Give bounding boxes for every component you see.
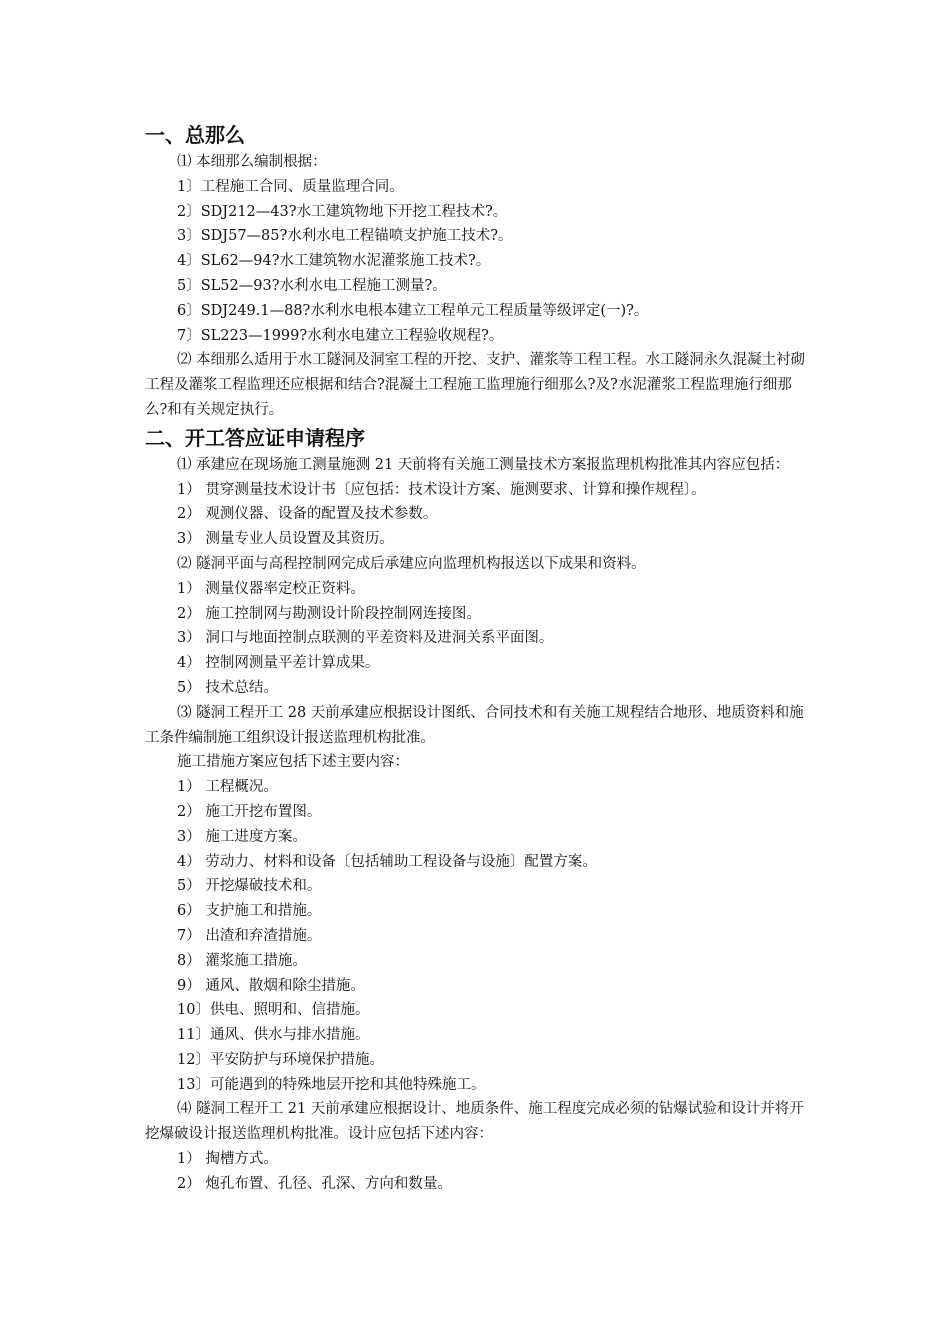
list-item: 8） 灌浆施工措施。 xyxy=(177,952,307,969)
list-item: 2） 施工控制网与勘测设计阶段控制网连接图。 xyxy=(177,605,481,622)
list-item: 4） 控制网测量平差计算成果。 xyxy=(177,655,380,672)
document-page xyxy=(145,120,810,1197)
list-item: 3〕SDJ57—85?水利水电工程锚喷支护施工技术?。 xyxy=(177,228,513,245)
list-item: 5） 开挖爆破技术和。 xyxy=(177,878,322,895)
section-2-paragraph-3b: 施工措施方案应包括下述主要内容： xyxy=(177,754,409,771)
section-2-heading: 二、开工答应证申请程序 xyxy=(145,425,365,450)
list-item: 4〕SL62—94?水工建筑物水泥灌浆施工技术?。 xyxy=(177,253,491,270)
section-2-paragraph-1: ⑴ 承建应在现场施工测量施测 21 天前将有关施工测量技术方案报监理机构批准其内容应包括： xyxy=(177,456,790,473)
list-item: 1） 掏槽方式。 xyxy=(177,1151,278,1168)
list-item: 6〕SDJ249.1—88?水利水电根本建立工程单元工程质量等级评定(一)?。 xyxy=(177,302,649,319)
list-item: 1） 工程概况。 xyxy=(177,779,278,796)
list-item: 5） 技术总结。 xyxy=(177,679,278,696)
section-2-paragraph-3: ⑶ 隧洞工程开工 28 天前承建应根据设计图纸、合同技术和有关施工规程结合地形、地质资料和施工条件编制施工组织设计报送监理机构批准。 xyxy=(145,704,804,746)
list-item: 12〕平安防护与环境保护措施。 xyxy=(177,1051,384,1068)
list-item: 2） 观测仪器、设备的配置及技术参数。 xyxy=(177,506,438,523)
section-1-paragraph-1: ⑴ 本细那么编制根据： xyxy=(177,154,327,170)
list-item: 3） 测量专业人员设置及其资历。 xyxy=(177,531,394,548)
list-item: 4） 劳动力、材料和设备〔包括辅助工程设备与设施〕配置方案。 xyxy=(177,853,597,870)
list-item: 2〕SDJ212—43?水工建筑物地下开挖工程技术?。 xyxy=(177,203,508,220)
list-item: 1） 贯穿测量技术设计书〔应包括：技术设计方案、施测要求、计算和操作规程〕。 xyxy=(177,481,706,498)
list-item: 7〕SL223—1999?水利水电建立工程验收规程?。 xyxy=(177,327,504,344)
list-item: 13〕可能遇到的特殊地层开挖和其他特殊施工。 xyxy=(177,1076,486,1093)
section-2-paragraph-2: ⑵ 隧洞平面与高程控制网完成后承建应向监理机构报送以下成果和资料。 xyxy=(177,555,646,572)
section-1-paragraph-2: ⑵ 本细那么适用于水工隧洞及洞室工程的开挖、支护、灌浆等工程工程。水工隧洞永久混凝土衬砌工程及灌浆工程监理还应根据和结合?混凝土工程施工监理施行细那么?及?水泥灌浆工程监理施行细那么?和有关规定执行。 xyxy=(145,352,806,418)
list-item: 6） 支护施工和措施。 xyxy=(177,903,322,920)
section-1-heading: 一、总那么 xyxy=(145,123,245,147)
list-item: 2） 施工开挖布置图。 xyxy=(177,803,322,820)
list-item: 3） 洞口与地面控制点联测的平差资料及进洞关系平面图。 xyxy=(177,630,554,647)
list-item: 10〕供电、照明和、信措施。 xyxy=(177,1002,370,1019)
list-item: 5〕SL52—93?水利水电工程施工测量?。 xyxy=(177,277,447,294)
list-item: 7） 出渣和弃渣措施。 xyxy=(177,927,322,944)
list-item: 2） 炮孔布置、孔径、孔深、方向和数量。 xyxy=(177,1175,452,1192)
list-item: 1） 测量仪器率定校正资料。 xyxy=(177,580,365,597)
list-item: 1〕工程施工合同、质量监理合同。 xyxy=(177,178,404,195)
list-item: 9） 通风、散烟和除尘措施。 xyxy=(177,977,365,994)
list-item: 3） 施工进度方案。 xyxy=(177,828,307,845)
list-item: 11〕通风、供水与排水措施。 xyxy=(177,1027,370,1044)
section-2-paragraph-4: ⑷ 隧洞工程开工 21 天前承建应根据设计、地质条件、施工程度完成必须的钻爆试验和设计并将开挖爆破设计报送监理机构批准。设计应包括下述内容： xyxy=(145,1101,804,1143)
